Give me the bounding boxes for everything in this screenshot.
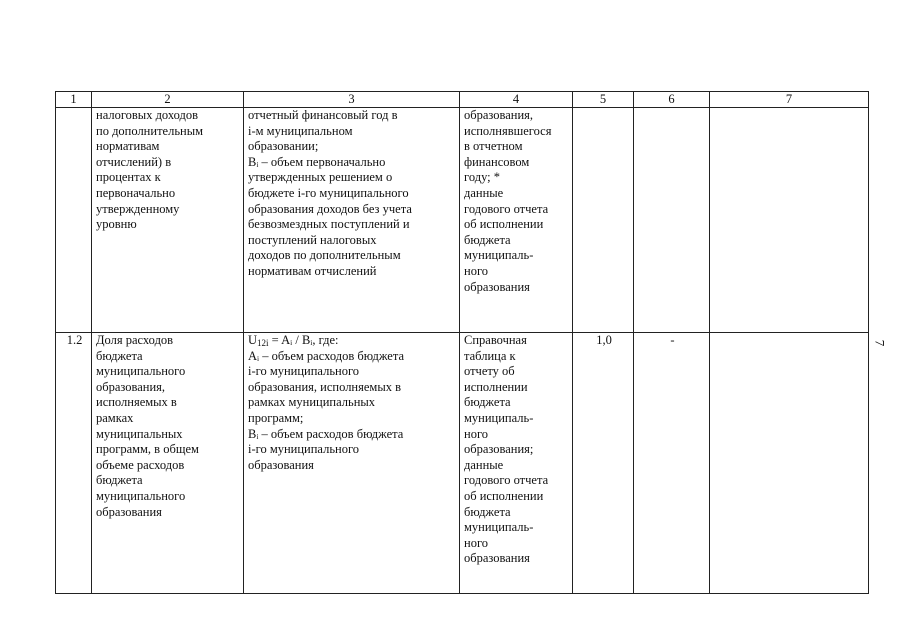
col6-cell bbox=[634, 108, 710, 333]
header-col-5: 5 bbox=[573, 92, 634, 108]
data-source: Справочная таблица к отчету об исполнении бюджета муниципаль- ного образования; данные годового отчета об исполнении бюджета муниципаль- ного образования bbox=[464, 333, 549, 566]
indicator-name: Доля расходов бюджета муниципального образования, исполняемых в рамках муниципальных программ, в общем объеме расходов бюджета муниципального образования bbox=[96, 333, 199, 519]
header-col-3: 3 bbox=[244, 92, 460, 108]
formula-expression: = Aᵢ / Bᵢ, где: bbox=[268, 333, 339, 347]
formula-cell bbox=[244, 333, 460, 594]
data-source: образования, исполнявшегося в отчетном финансовом году; * данные годового отчета об исполнении бюджета муниципаль- ного образования bbox=[464, 108, 552, 294]
weight-cell bbox=[573, 333, 634, 594]
formula-cell bbox=[244, 108, 460, 333]
weight-cell bbox=[573, 108, 634, 333]
page-number: 7 bbox=[872, 339, 888, 347]
formula-description: отчетный финансовый год в i-м муниципальном образовании; Bᵢ – объем первоначально утвержденных решением о бюджете i-го муниципального образования доходов без учета безвозмездных поступлений и поступлений налоговых доходов по дополнительным нормативам отчислений bbox=[248, 108, 412, 278]
row-number-cell bbox=[56, 108, 92, 333]
indicators-table bbox=[55, 91, 869, 594]
table-header-row bbox=[56, 92, 869, 108]
formula-line bbox=[248, 333, 457, 349]
col6-value: - bbox=[670, 333, 675, 347]
header-col-1: 1 bbox=[56, 92, 92, 108]
indicator-name-cell bbox=[92, 333, 244, 594]
row-number: 1.2 bbox=[66, 333, 83, 347]
table-row bbox=[56, 333, 869, 594]
formula-symbol: U bbox=[248, 333, 258, 347]
header-col-7: 7 bbox=[710, 92, 869, 108]
header-col-4: 4 bbox=[460, 92, 573, 108]
indicator-name-cell bbox=[92, 108, 244, 333]
source-cell bbox=[460, 108, 573, 333]
weight-value: 1,0 bbox=[596, 333, 612, 347]
col7-cell bbox=[710, 108, 869, 333]
indicator-name: налоговых доходов по дополнительным нормативам отчислений) в процентах к первоначально утвержденному уровню bbox=[96, 108, 204, 232]
row-number-cell bbox=[56, 333, 92, 594]
header-col-6: 6 bbox=[634, 92, 710, 108]
header-col-2: 2 bbox=[92, 92, 244, 108]
col6-cell bbox=[634, 333, 710, 594]
source-cell bbox=[460, 333, 573, 594]
col7-cell bbox=[710, 333, 869, 594]
formula-description: Aᵢ – объем расходов бюджета i-го муниципального образования, исполняемых в рамках муниципальных программ; Bᵢ – объем расходов бюджета i-го муниципального образования bbox=[248, 348, 405, 472]
formula-subscript: 12i bbox=[257, 338, 269, 348]
table-row bbox=[56, 108, 869, 333]
